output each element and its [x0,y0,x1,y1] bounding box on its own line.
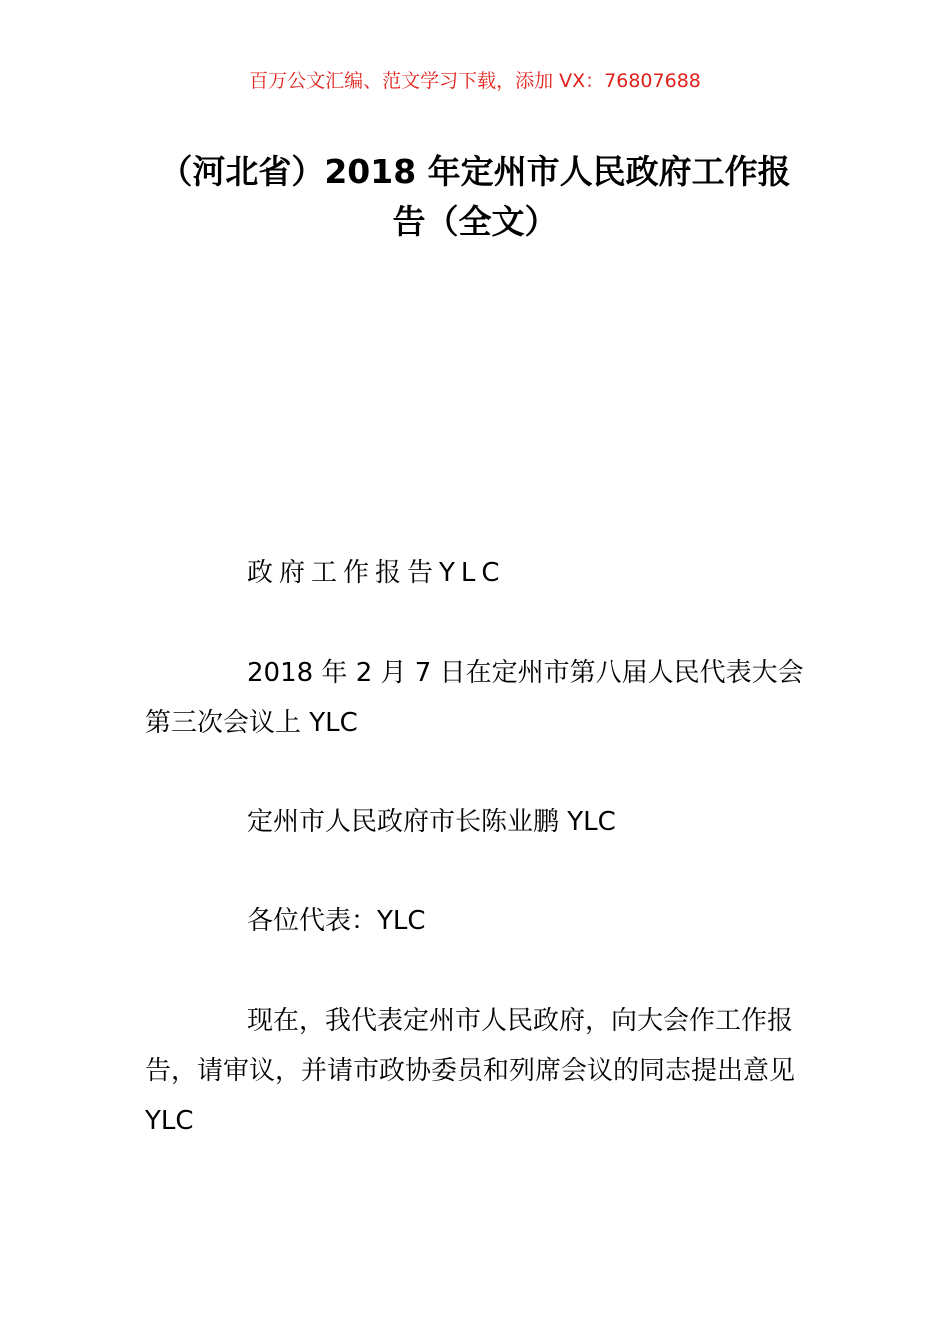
paragraph-report-heading: 政府工作报告YLC [247,558,506,588]
paragraph-mayor-name: 定州市人民政府市长陈业鹏 YLC [247,807,616,837]
paragraph-salutation: 各位代表：YLC [247,906,426,936]
paragraph-opening: 现在，我代表定州市人民政府，向大会作工作报告，请审议，并请市政协委员和列席会议的同志提出意见 YLC [145,1006,796,1136]
paragraph-meeting-date: 2018 年 2 月 7 日在定州市第八届人民代表大会第三次会议上 YLC [145,658,804,738]
promo-header-note: 百万公文汇编、范文学习下载，添加 VX：76807688 [249,70,701,92]
document-title: （河北省）2018 年定州市人民政府工作报告（全文） [159,152,791,241]
